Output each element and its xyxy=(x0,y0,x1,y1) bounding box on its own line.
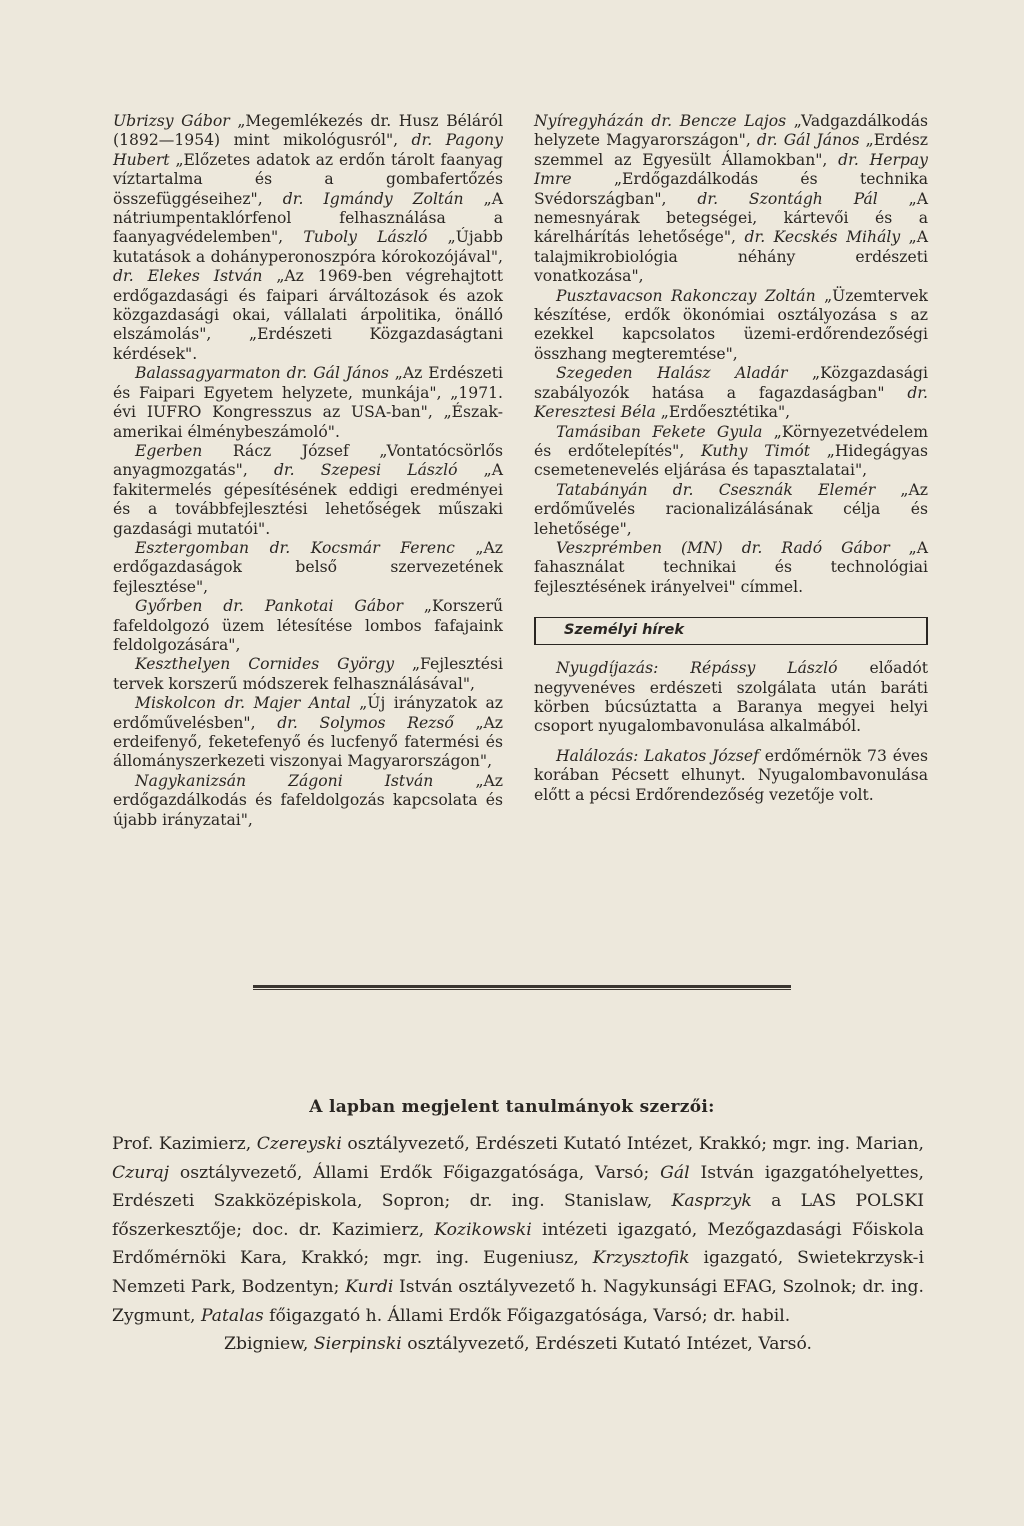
paragraph xyxy=(113,655,503,694)
paragraph xyxy=(113,597,503,655)
authors-text xyxy=(112,1134,924,1326)
body-text: „A fakitermelés gépesítésének eddigi eredményei és a továbbfejlesztési lehetőségek műszaki gazdasági mutatói". xyxy=(113,461,504,538)
paragraph xyxy=(113,112,503,364)
name-text: Kurdi xyxy=(345,1276,394,1297)
name-text: Tamásiban Fekete Gyula xyxy=(556,422,763,441)
name-text: dr. Szepesi László xyxy=(273,461,458,480)
body-text: előadót negyvenéves erdészeti szolgálata után baráti körben búcsúztatta a Baranya megyei helyi csoport nyugalombavonulása alkalmából. xyxy=(534,659,928,736)
name-text: Czereyski xyxy=(256,1134,342,1154)
body-text: „Az Erdészeti és Faipari Egyetem helyzete, munkája", „1971. évi IUFRO Kongresszus az USA-ban", „Észak-amerikai élménybeszámoló". xyxy=(113,364,503,441)
body-text: „Újabb kutatások a dohányperonoszpóra kórokozójával", xyxy=(113,228,503,266)
paragraph xyxy=(113,539,503,597)
name-text: Krzysztofik xyxy=(592,1248,690,1269)
body-text: „A nátriumpentaklórfenol felhasználása a faanyagvédelemben", xyxy=(113,189,503,247)
name-text: dr. Solymos Rezső xyxy=(277,713,454,732)
body-text: Rácz József „Vontatócsörlős anyagmozgatás", xyxy=(113,441,503,480)
name-text: Tuboly László xyxy=(303,228,428,247)
name-text: Nagykanizsán Zágoni István xyxy=(135,771,434,790)
body-text: „Üzemtervek készítése, erdők ökonómiai osztályozása s az ezekkel kapcsolatos üzemi-erdőrendezőségi összhang megteremtése", xyxy=(534,286,928,363)
body-text: Prof. Kazimierz, xyxy=(112,1134,257,1154)
body-text: „Új irányzatok az erdőművelésben", xyxy=(113,694,503,732)
body-text: „Vadgazdálkodás helyzete Magyarországon", xyxy=(534,112,928,150)
authors-last-line xyxy=(112,1330,924,1359)
body-text: erdőmérnök 73 éves korában Pécsett elhunyt. Nyugalombavonulása előtt a pécsi Erdőrendezőség vezetője volt. xyxy=(534,746,928,804)
paragraph xyxy=(113,364,503,442)
name-text: Ubrizsy Gábor xyxy=(113,112,230,130)
name-text: Sierpinski xyxy=(313,1334,402,1355)
body-text: „Erdőgazdálkodás és technika Svédországban", xyxy=(534,170,928,208)
right-column xyxy=(534,112,928,805)
lecture-list-continued xyxy=(534,112,928,597)
name-text: Miskolcon dr. Majer Antal xyxy=(135,694,351,713)
body-text: „A nemesnyárak betegségei, kártevői és a kárelhárítás lehetősége", xyxy=(534,189,929,247)
personal-news-list xyxy=(534,659,928,805)
body-text: igazgató, Swietekrzysk-i Nemzeti Park, Bodzentyn; xyxy=(112,1248,924,1297)
news-item xyxy=(534,659,928,737)
body-text: osztályvezető, Állami Erdők Főigazgatósága, Varsó; xyxy=(169,1162,661,1183)
body-text: „Az 1969-ben végrehajtott erdőgazdasági és faipari árváltozások és azok közgazdasági okai, vállalati árpolitika, önálló elszámolás", „Erdészeti Közgazdaságtani kérdések". xyxy=(113,267,503,363)
body-text: intézeti igazgató, Mezőgazdasági Főiskola Erdőmérnöki Kara, Krakkó; mgr. ing. Eugeniusz, xyxy=(112,1219,924,1269)
paragraph xyxy=(534,481,928,539)
name-text: dr. Herpay Imre xyxy=(534,150,928,189)
body-text: „Az erdeifenyő, feketefenyő és lucfenyő fatermési és állományszerkezeti viszonyai Magyarországon", xyxy=(113,713,504,771)
body-text: osztályvezető, Erdészeti Kutató Intézet, Krakkó; mgr. ing. Marian, xyxy=(341,1134,924,1154)
name-text: dr. Kecskés Mihály xyxy=(744,228,901,247)
name-text: Esztergomban dr. Kocsmár Ferenc xyxy=(135,538,455,557)
section-heading: Személyi hírek xyxy=(564,622,685,639)
section-divider xyxy=(253,985,791,990)
name-text: dr. Elekes István xyxy=(113,267,263,286)
name-text: Kozikowski xyxy=(434,1219,532,1240)
name-text: Patalas xyxy=(200,1305,264,1326)
name-text: Tatabányán dr. Csesznák Elemér xyxy=(556,480,876,499)
name-text: Czuraj xyxy=(112,1162,170,1183)
body-text: „Megemlékezés dr. Husz Béláról (1892—1954) mint mikológusról", xyxy=(113,112,503,150)
name-text: dr. Pagony Hubert xyxy=(113,131,503,169)
name-text: Kuthy Timót xyxy=(701,441,811,460)
paragraph xyxy=(534,364,928,422)
paragraph xyxy=(113,442,503,539)
name-text: Kasprzyk xyxy=(671,1191,752,1212)
body-text: „Fejlesztési tervek korszerű módszerek felhasználásával", xyxy=(113,655,503,693)
paragraph xyxy=(113,694,503,772)
name-text: Halálozás: Lakatos József xyxy=(556,746,759,765)
body-text: „Közgazdasági szabályozók hatása a fagazdaságban" xyxy=(534,364,928,402)
paragraph xyxy=(534,112,928,287)
name-text: Balassagyarmaton dr. Gál János xyxy=(135,364,389,383)
body-text: „Korszerű fafeldolgozó üzem létesítése lombos fafajaink feldolgozására", xyxy=(113,597,503,654)
name-text: dr. Igmándy Zoltán xyxy=(282,189,464,208)
name-text: Győrben dr. Pankotai Gábor xyxy=(135,597,403,616)
body-text: „Hidegágyas csemetenevelés eljárása és tapasztalatai", xyxy=(534,441,928,480)
body-text: István igazgatóhelyettes, Erdészeti Szakközépiskola, Sopron; dr. ing. Stanislaw, xyxy=(112,1162,925,1212)
body-text: „A talajmikrobiológia néhány erdészeti vonatkozása", xyxy=(534,228,929,286)
paragraph xyxy=(113,772,503,830)
name-text: Szegeden Halász Aladár xyxy=(556,364,788,383)
name-text: Pusztavacson Rakonczay Zoltán xyxy=(556,286,816,305)
body-text: „Az erdőgazdálkodás és fafeldolgozás kapcsolata és újabb irányzatai", xyxy=(113,771,504,829)
authors-title: A lapban megjelent tanulmányok szerzői: xyxy=(309,1097,715,1117)
name-text: dr. Szontágh Pál xyxy=(697,189,878,208)
left-column xyxy=(113,112,503,830)
paragraph xyxy=(534,287,928,365)
body-text: osztályvezető, Erdészeti Kutató Intézet, Varsó. xyxy=(401,1334,812,1355)
body-text: „Környezetvédelem és erdőtelepítés", xyxy=(534,422,928,460)
name-text: Nyugdíjazás: Répássy László xyxy=(556,659,838,678)
body-text: „Előzetes adatok az erdőn tárolt faanyag víztartalma és a gombafertőzés összefüggéseihez", xyxy=(113,150,503,208)
body-text: „A fahasználat technikai és technológiai fejlesztésének irányelvei" címmel. xyxy=(534,538,928,596)
body-text: Zbigniew, xyxy=(224,1334,314,1355)
body-text: a LAS POLSKI főszerkesztője; doc. dr. Kazimierz, xyxy=(112,1191,924,1240)
name-text: Veszprémben (MN) dr. Radó Gábor xyxy=(556,538,890,557)
paragraph xyxy=(534,539,928,597)
paragraph xyxy=(534,423,928,481)
name-text: dr. Gál János xyxy=(756,131,860,150)
name-text: dr. Keresztesi Béla xyxy=(534,383,928,422)
body-text: „Az erdőgazdaságok belső szervezetének fejlesztése", xyxy=(113,538,503,596)
body-text: István osztályvezető h. Nagykunsági EFAG, Szolnok; dr. ing. Zygmunt, xyxy=(112,1276,924,1326)
authors-list xyxy=(112,1130,924,1359)
name-text: Nyíregyházán dr. Bencze Lajos xyxy=(534,112,787,130)
name-text: Keszthelyen Cornides György xyxy=(135,655,395,674)
body-text: „Az erdőművelés racionalizálásának célja és lehetősége", xyxy=(534,480,928,538)
body-text: „Erdész szemmel az Egyesült Államokban", xyxy=(534,131,928,169)
body-text: főigazgató h. Állami Erdők Főigazgatósága, Varsó; dr. habil. xyxy=(263,1305,791,1326)
news-item xyxy=(534,747,928,805)
body-text: „Erdőesztétika", xyxy=(655,403,791,422)
section-heading-box xyxy=(534,617,928,645)
name-text: Egerben xyxy=(135,441,203,460)
name-text: Gál xyxy=(660,1162,690,1183)
